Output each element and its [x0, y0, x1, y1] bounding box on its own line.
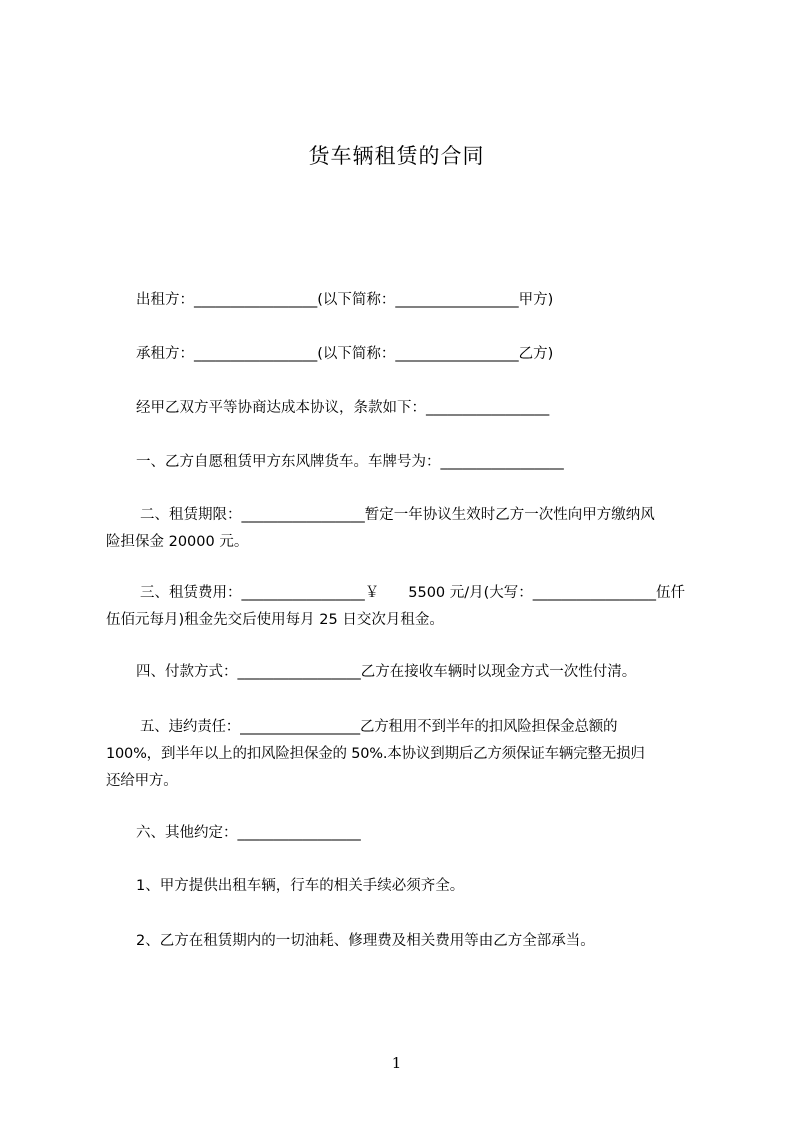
clause-3 [106, 580, 708, 634]
intro-line [106, 395, 708, 422]
item-2 [106, 928, 708, 955]
document-title: 货车辆租赁的合同 [308, 144, 485, 168]
lessee-text: 承租方：_________________(以下简称：_________________乙方) [136, 346, 554, 362]
page-number: 1 [391, 1054, 402, 1072]
clause-2-line-2: 险担保金 20000 元。 [106, 534, 249, 550]
clause-2-line-1: 二、租赁期限：_________________暂定一年协议生效时乙方一次性向甲方缴纳风 [140, 507, 655, 523]
clause-3-line-1: 三、租赁费用：_________________￥ 5500 元/月(大写：_________________伍仟 [140, 585, 686, 601]
clause-4-text: 四、付款方式：_________________乙方在接收车辆时以现金方式一次性付清。 [136, 664, 637, 680]
clause-1-text: 一、乙方自愿租赁甲方东风牌货车。车牌号为：_________________ [136, 454, 564, 470]
clause-1 [106, 449, 708, 476]
lessor-text: 出租方：_________________(以下简称：_________________甲方) [136, 292, 554, 308]
intro-text: 经甲乙双方平等协商达成本协议，条款如下：_________________ [136, 400, 550, 416]
clause-5-line-1: 五、违约责任：_________________乙方租用不到半年的扣风险担保金总额的 [140, 719, 618, 735]
clause-5 [106, 714, 708, 795]
clause-4 [106, 659, 708, 686]
clause-3-line-2: 伍佰元每月)租金先交后使用每月 25 日交次月租金。 [106, 612, 444, 628]
clause-6-text: 六、其他约定：_________________ [136, 825, 361, 841]
item-1-text: 1、甲方提供出租车辆，行车的相关手续必须齐全。 [136, 878, 465, 894]
item-2-text: 2、乙方在租赁期内的一切油耗、修理费及相关费用等由乙方全部承当。 [136, 933, 595, 949]
item-1 [106, 873, 708, 900]
clause-5-line-2: 100%，到半年以上的扣风险担保金的 50%.本协议到期后乙方须保证车辆完整无损归 [106, 746, 645, 762]
clause-2 [106, 502, 708, 556]
lessor-line [106, 287, 708, 314]
clause-6 [106, 820, 708, 847]
clause-5-line-3: 还给甲方。 [106, 773, 178, 789]
lessee-line [106, 341, 708, 368]
